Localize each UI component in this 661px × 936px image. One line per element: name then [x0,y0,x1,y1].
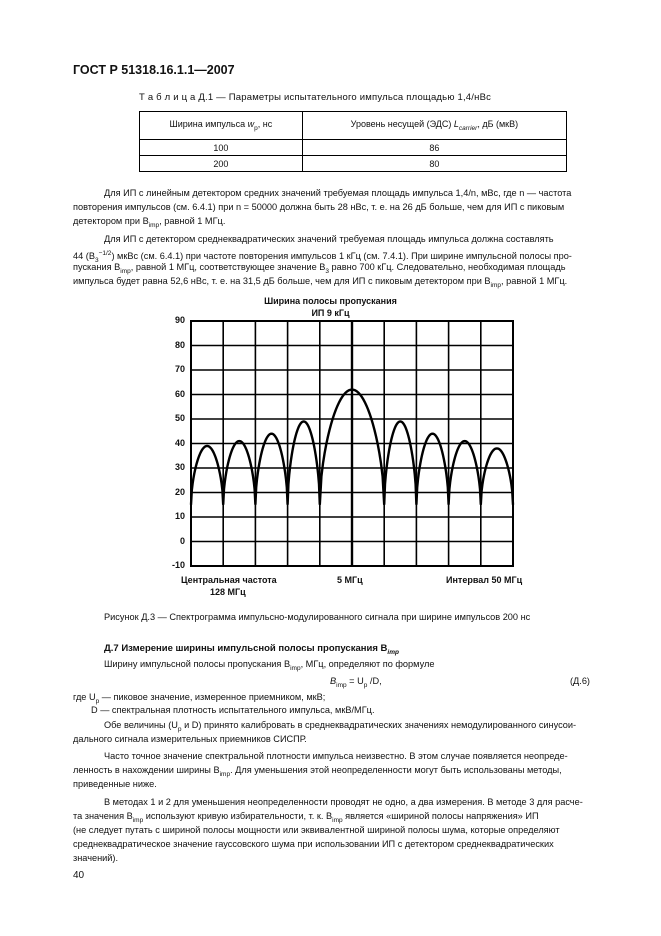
chart-subtitle: ИП 9 кГц [311,308,350,318]
paragraph-3-line-2: дального сигнала измерительных приемников СИСПР. [73,734,307,744]
paragraph-1-line-3: детектором при $B_{imp}$, равной 1 МГц. [73,216,226,229]
x-label-center-frequency-value: 128 МГц [210,587,246,597]
paragraph-3-line-1: Обе величины ($U_p$ и D) принято калибровать в среднеквадратических значениях немодулированного синусои- [104,720,577,733]
y-tick-label: 90 [174,315,185,325]
paragraph-2-line-3: пускания $B_{imp}$, равной 1 МГц, соответствующее значение $B_3$ равно 700 кГц. Следовательно, необходимая площадь [73,262,566,275]
where-line-1: где $U_p$ — пиковое значение, измеренное приемником, мкВ; [73,692,326,705]
paragraph-4-line-2: ленность в нахождении ширины $B_{imp}$. Для уменьшения этой неопределенности могут быть использованы методы, [73,765,562,778]
formula: $B_{imp} = U_p$ /D, [330,676,382,689]
table-cell: 100 [140,140,303,156]
y-tick-label: 0 [179,535,185,546]
page-number: 40 [73,870,85,881]
chart-title: Ширина полосы пропускания [264,296,397,306]
paragraph-2-line-4: импульса будет равна 52,6 нВс, т. е. на 31,5 дБ больше, чем для ИП с пиковым детектором при $B_{imp}$, равной 1 МГц. [73,276,568,289]
body-line: Ширину импульсной полосы пропускания $B_{imp}$, МГц, определяют по формуле [104,659,435,672]
paragraph-1-line-1: Для ИП с линейным детектором средних значений требуемая площадь импульса 1,4/n, мВс, где n — частота [104,188,572,198]
paragraph-5-line-5: значений). [73,853,119,863]
paragraph-2-line-1: Для ИП с детектором среднеквадратических значений требуемая площадь импульса должна составлять [104,234,554,244]
paragraph-4-line-1: Часто точное значение спектральной плотности импульса неизвестно. В этом случае появляется неопреде- [104,751,568,761]
y-tick-label: 80 [174,339,185,350]
paragraph-5-line-1: В методах 1 и 2 для уменьшения неопределенности проводят не одно, а два измерения. В методе 3 для расче- [104,797,583,807]
table-header-level: Уровень несущей (ЭДС) $L_{carrier}$, дБ (мкВ) [302,112,566,140]
paragraph-5-line-3: (не следует путать с шириной полосы мощности или эквивалентной шириной полосы шума, которые определяют [73,825,560,835]
figure-caption: Рисунок Д.3 — Спектрограмма импульсно-модулированного сигнала при ширине импульсов 200 нс [104,612,531,622]
paragraph-5-line-2: та значения $B_{imp}$ используют кривую избирательности, т. к. $B_{imp}$ является «шириной полосы напряжения» ИП [73,811,539,824]
x-label-span: Интервал 50 МГц [446,575,523,585]
document-header: ГОСТ Р 51318.16.1.1—2007 [73,63,235,77]
table-row [140,140,567,156]
where-line-2: D — спектральная плотность испытательного импульса, мкВ/МГц. [91,705,375,715]
chart-grid [191,321,513,566]
table-caption: Т а б л и ц а Д.1 — Параметры испытательного импульса площадью 1,4/нВс [139,92,492,103]
table-cell: 80 [302,156,566,172]
y-tick-label: 10 [174,511,185,521]
y-tick-label: 70 [174,364,185,374]
x-label-center-frequency: Центральная частота [181,575,277,585]
y-tick-label: 20 [174,486,185,497]
section-title: Д.7 Измерение ширины импульсной полосы пропускания $B_{imp}$ [104,643,399,656]
y-tick-label: -10 [171,560,185,570]
x-label-scale: 5 МГц [337,575,363,585]
formula-number: (Д.6) [569,676,590,686]
parameters-table [139,111,567,172]
y-tick-label: 50 [174,413,185,423]
paragraph-5-line-4: среднеквадратическое значение гауссовского шума при использовании ИП с детектором среднеквадратических [73,839,554,849]
y-tick-label: 30 [174,462,185,472]
paragraph-2-line-2: 44 $(B_3^{-1/2})$ мкВс (см. 6.4.1) при частоте повторения импульсов 1 кГц (см. 7.4.1). При ширине импульсной полосы про- [73,250,572,264]
y-tick-label: 40 [174,437,185,448]
paragraph-4-line-3: приведенные ниже. [73,779,157,789]
spectrum-chart [189,319,515,568]
table-header-width: Ширина импульса $w_p$, нс [140,112,303,140]
table-cell: 86 [302,140,566,156]
y-tick-label: 60 [174,388,185,399]
paragraph-1-line-2: повторения импульсов (см. 6.4.1) при n = 50000 должна быть 28 нВс, т. е. на 26 дБ больше, чем для ИП с пиковым [73,202,565,212]
table-row [140,156,567,172]
table-cell: 200 [140,156,303,172]
